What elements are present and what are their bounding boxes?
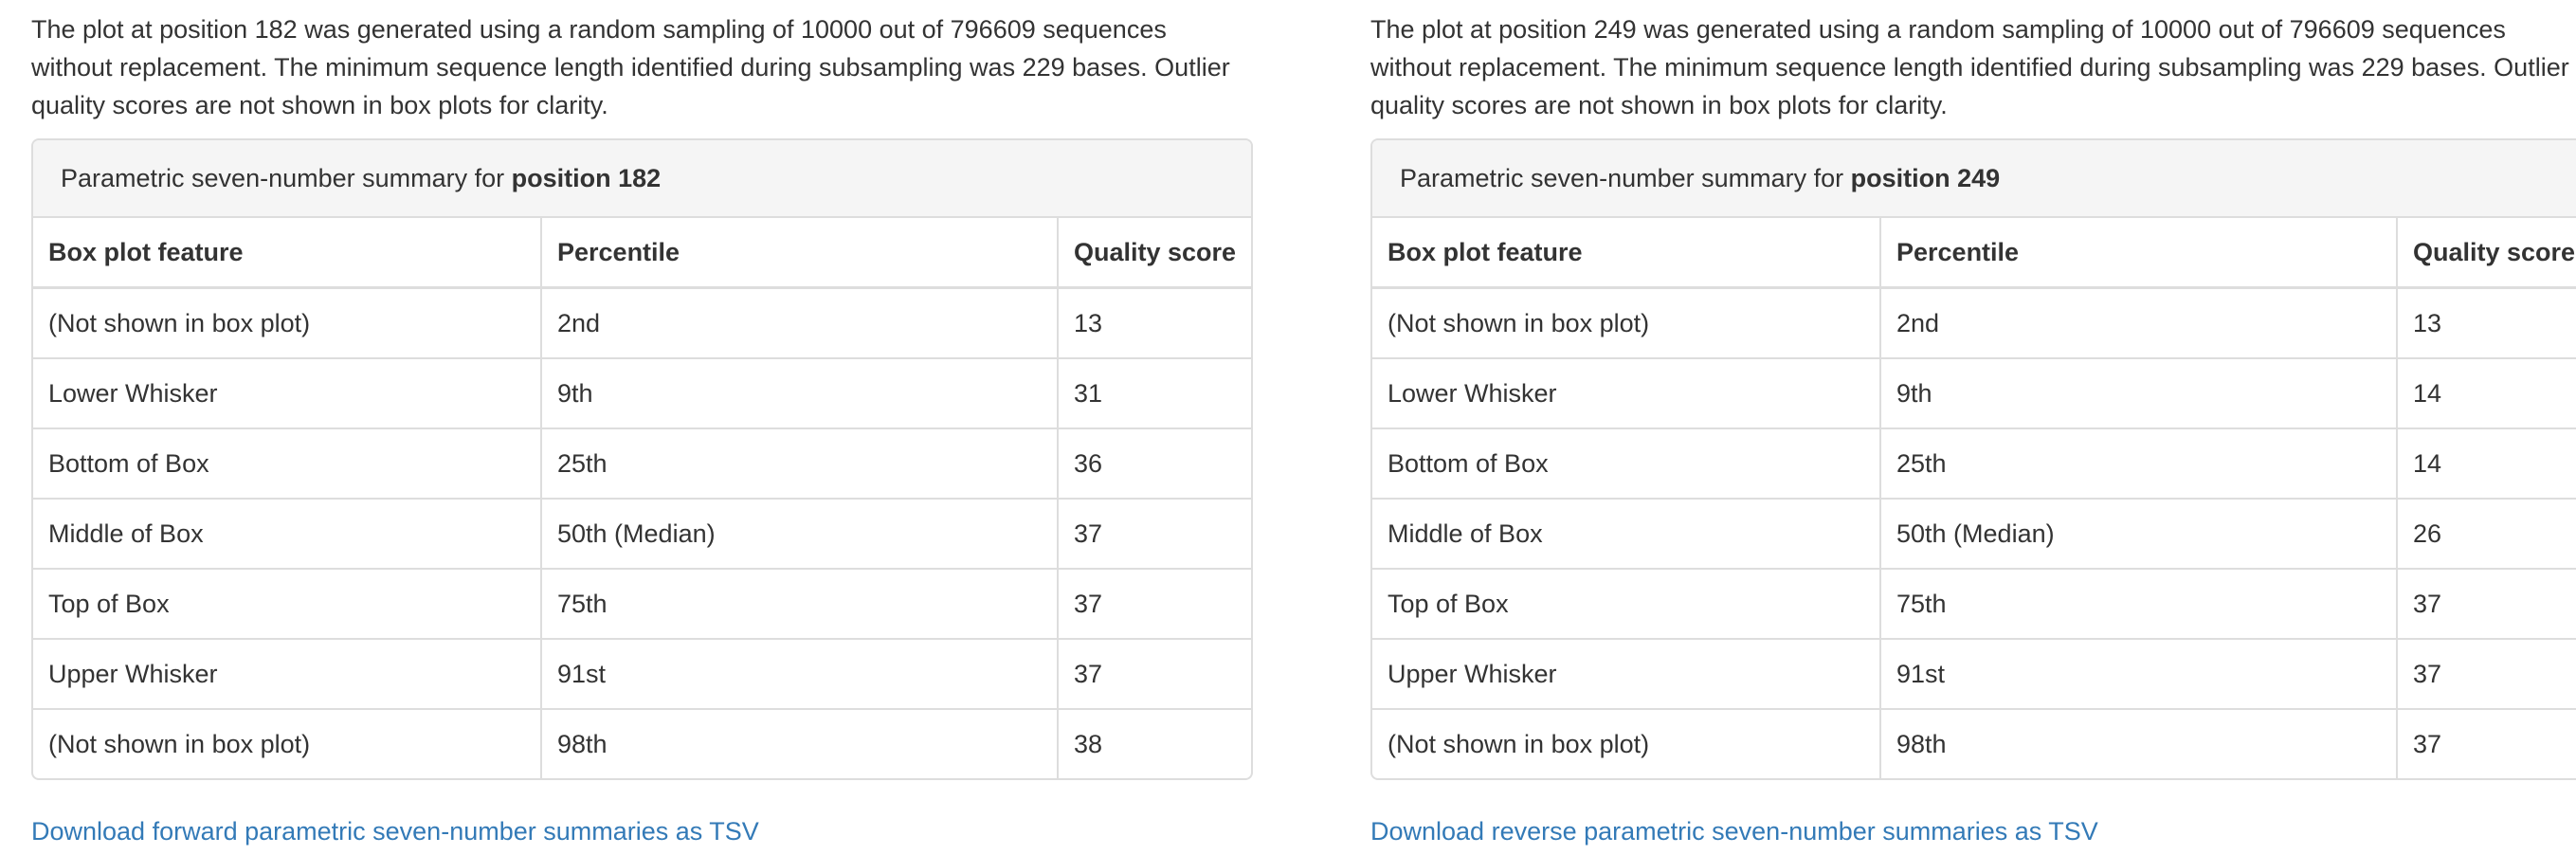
table-cell: Top of Box [33, 569, 541, 639]
table-row [33, 639, 1251, 709]
column-header-percentile: Percentile [541, 218, 1058, 288]
panel-title-text: Parametric seven-number summary for [1400, 164, 1851, 192]
table-row [33, 288, 1251, 359]
table-cell: Lower Whisker [1372, 358, 1880, 428]
table-row [1372, 288, 2576, 359]
table-cell: 13 [2397, 288, 2576, 359]
table-cell: 38 [1058, 709, 1251, 778]
table-cell: 75th [541, 569, 1058, 639]
table-cell: Middle of Box [1372, 499, 1880, 569]
table-row [1372, 709, 2576, 778]
table-cell: 9th [541, 358, 1058, 428]
table-cell: 50th (Median) [1880, 499, 2397, 569]
column-header-percentile: Percentile [1880, 218, 2397, 288]
table-cell: 98th [541, 709, 1058, 778]
table-cell: 25th [541, 428, 1058, 499]
table-cell: (Not shown in box plot) [33, 288, 541, 359]
table-row [1372, 358, 2576, 428]
table-cell: 14 [2397, 428, 2576, 499]
table-row [1372, 428, 2576, 499]
table-cell: 37 [2397, 709, 2576, 778]
table-cell: 98th [1880, 709, 2397, 778]
table-row [33, 358, 1251, 428]
table-header-row [1372, 218, 2576, 288]
reverse-panel-title [1372, 140, 2576, 218]
download-forward-tsv-link[interactable]: Download forward parametric seven-number summaries as TSV [31, 817, 759, 846]
table-row [33, 709, 1251, 778]
table-row [1372, 639, 2576, 709]
table-cell: (Not shown in box plot) [1372, 709, 1880, 778]
reverse-sampling-description: The plot at position 249 was generated using a random sampling of 10000 out of 796609 sequences without replacement. The minimum sequence length identified during subsampling was 229 bases. Outlier quality scores are not shown in box plots for clarity. [1370, 15, 2569, 119]
table-row [1372, 499, 2576, 569]
table-row [1372, 569, 2576, 639]
table-cell: Upper Whisker [1372, 639, 1880, 709]
table-cell: 37 [1058, 499, 1251, 569]
table-cell: Upper Whisker [33, 639, 541, 709]
panel-title-position: position 249 [1850, 164, 2001, 192]
table-cell: 91st [1880, 639, 2397, 709]
column-header-quality-score: Quality score [1058, 218, 1251, 288]
table-cell: 25th [1880, 428, 2397, 499]
table-cell: 13 [1058, 288, 1251, 359]
table-cell: 31 [1058, 358, 1251, 428]
table-header-row [33, 218, 1251, 288]
panel-title-position: position 182 [511, 164, 662, 192]
reverse-seven-number-table [1372, 218, 2576, 778]
table-row [33, 499, 1251, 569]
forward-summary-panel [31, 138, 1253, 780]
table-row [33, 569, 1251, 639]
table-cell: 2nd [1880, 288, 2397, 359]
panel-title-text: Parametric seven-number summary for [61, 164, 512, 192]
table-cell: 9th [1880, 358, 2397, 428]
forward-panel-title [33, 140, 1251, 218]
table-cell: (Not shown in box plot) [1372, 288, 1880, 359]
reverse-summary-panel [1370, 138, 2576, 780]
download-reverse-tsv-link[interactable]: Download reverse parametric seven-number summaries as TSV [1370, 817, 2098, 846]
table-cell: 91st [541, 639, 1058, 709]
table-cell: (Not shown in box plot) [33, 709, 541, 778]
column-header-box-plot-feature: Box plot feature [33, 218, 541, 288]
table-cell: 50th (Median) [541, 499, 1058, 569]
table-cell: Bottom of Box [33, 428, 541, 499]
table-cell: Bottom of Box [1372, 428, 1880, 499]
forward-summary-column [31, 10, 1253, 850]
column-header-box-plot-feature: Box plot feature [1372, 218, 1880, 288]
reverse-summary-column [1370, 10, 2576, 850]
table-cell: 26 [2397, 499, 2576, 569]
table-cell: Top of Box [1372, 569, 1880, 639]
table-cell: 14 [2397, 358, 2576, 428]
table-cell: 36 [1058, 428, 1251, 499]
table-cell: Lower Whisker [33, 358, 541, 428]
table-cell: Middle of Box [33, 499, 541, 569]
table-cell: 37 [2397, 639, 2576, 709]
column-header-quality-score: Quality score [2397, 218, 2576, 288]
forward-sampling-description: The plot at position 182 was generated using a random sampling of 10000 out of 796609 sequences without replacement. The minimum sequence length identified during subsampling was 229 bases. Outlier quality scores are not shown in box plots for clarity. [31, 15, 1230, 119]
table-cell: 75th [1880, 569, 2397, 639]
table-cell: 37 [1058, 639, 1251, 709]
table-cell: 2nd [541, 288, 1058, 359]
table-cell: 37 [1058, 569, 1251, 639]
forward-seven-number-table [33, 218, 1251, 778]
table-row [33, 428, 1251, 499]
table-cell: 37 [2397, 569, 2576, 639]
